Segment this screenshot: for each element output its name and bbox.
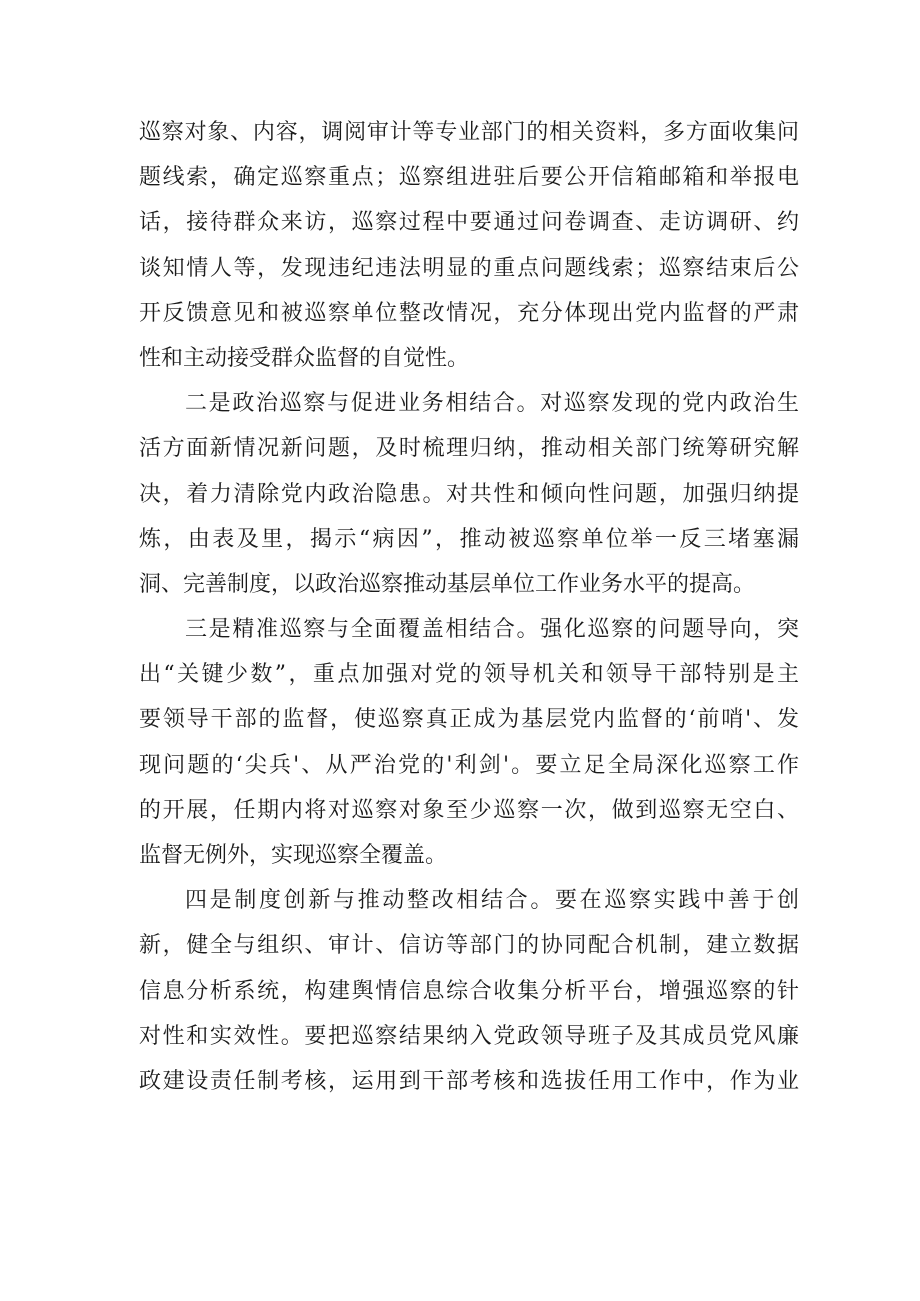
text-line: 决，着力清除党内政治隐患。对共性和倾向性问题，加强归纳提 [139,481,799,507]
text-line: 对性和实效性。要把巡察结果纳入党政领导班子及其成员党风廉 [139,1023,799,1049]
text-line: 开反馈意见和被巡察单位整改情况，充分体现出党内监督的严肃 [139,300,799,326]
text-line: 巡察对象、内容，调阅审计等专业部门的相关资料，多方面收集问 [139,120,799,145]
text-line: 现问题的‘尖兵'、从严治党的'利剑'。要立足全局深化巡察工作 [139,752,799,778]
text-line: 监督无例外，实现巡察全覆盖。 [139,843,448,868]
text-line: 政建设责任制考核，运用到干部考核和选拔任用工作中，作为业 [139,1068,799,1094]
text-line: 性和主动接受群众监督的自觉性。 [139,345,470,371]
text-line: 话，接待群众来访，巡察过程中要通过问卷调查、走访调研、约 [139,210,799,236]
text-line: 出“关键少数”，重点加强对党的领导机关和领导干部特别是主 [139,662,799,688]
text-line: 的开展，任期内将对巡察对象至少巡察一次，做到巡察无空白、 [139,797,799,823]
text-line: 新，健全与组织、审计、信访等部门的协同配合机制，建立数据 [139,933,799,959]
text-line: 要领导干部的监督，使巡察真正成为基层党内监督的‘前哨'、发 [139,707,799,733]
text-line: 题线索，确定巡察重点；巡察组进驻后要公开信箱邮箱和举报电 [139,165,799,191]
text-line: 信息分析系统，构建舆情信息综合收集分析平台，增强巡察的针 [139,978,799,1004]
text-line: 洞、完善制度，以政治巡察推动基层单位工作业务水平的提高。 [139,571,756,597]
text-line: 活方面新情况新问题，及时梳理归纳，推动相关部门统筹研究解 [139,436,799,462]
paragraph-first-line: 二是政治巡察与促进业务相结合。对巡察发现的党内政治生 [185,391,799,417]
paragraph-first-line: 三是精准巡察与全面覆盖相结合。强化巡察的问题导向，突 [185,617,799,643]
paragraph-first-line: 四是制度创新与推动整改相结合。要在巡察实践中善于创 [185,888,799,914]
body-text [139,110,799,1104]
text-line: 炼，由表及里，揭示“病因”，推动被巡察单位举一反三堵塞漏 [139,526,799,552]
text-line: 谈知情人等，发现违纪违法明显的重点问题线索；巡察结束后公 [139,255,799,281]
